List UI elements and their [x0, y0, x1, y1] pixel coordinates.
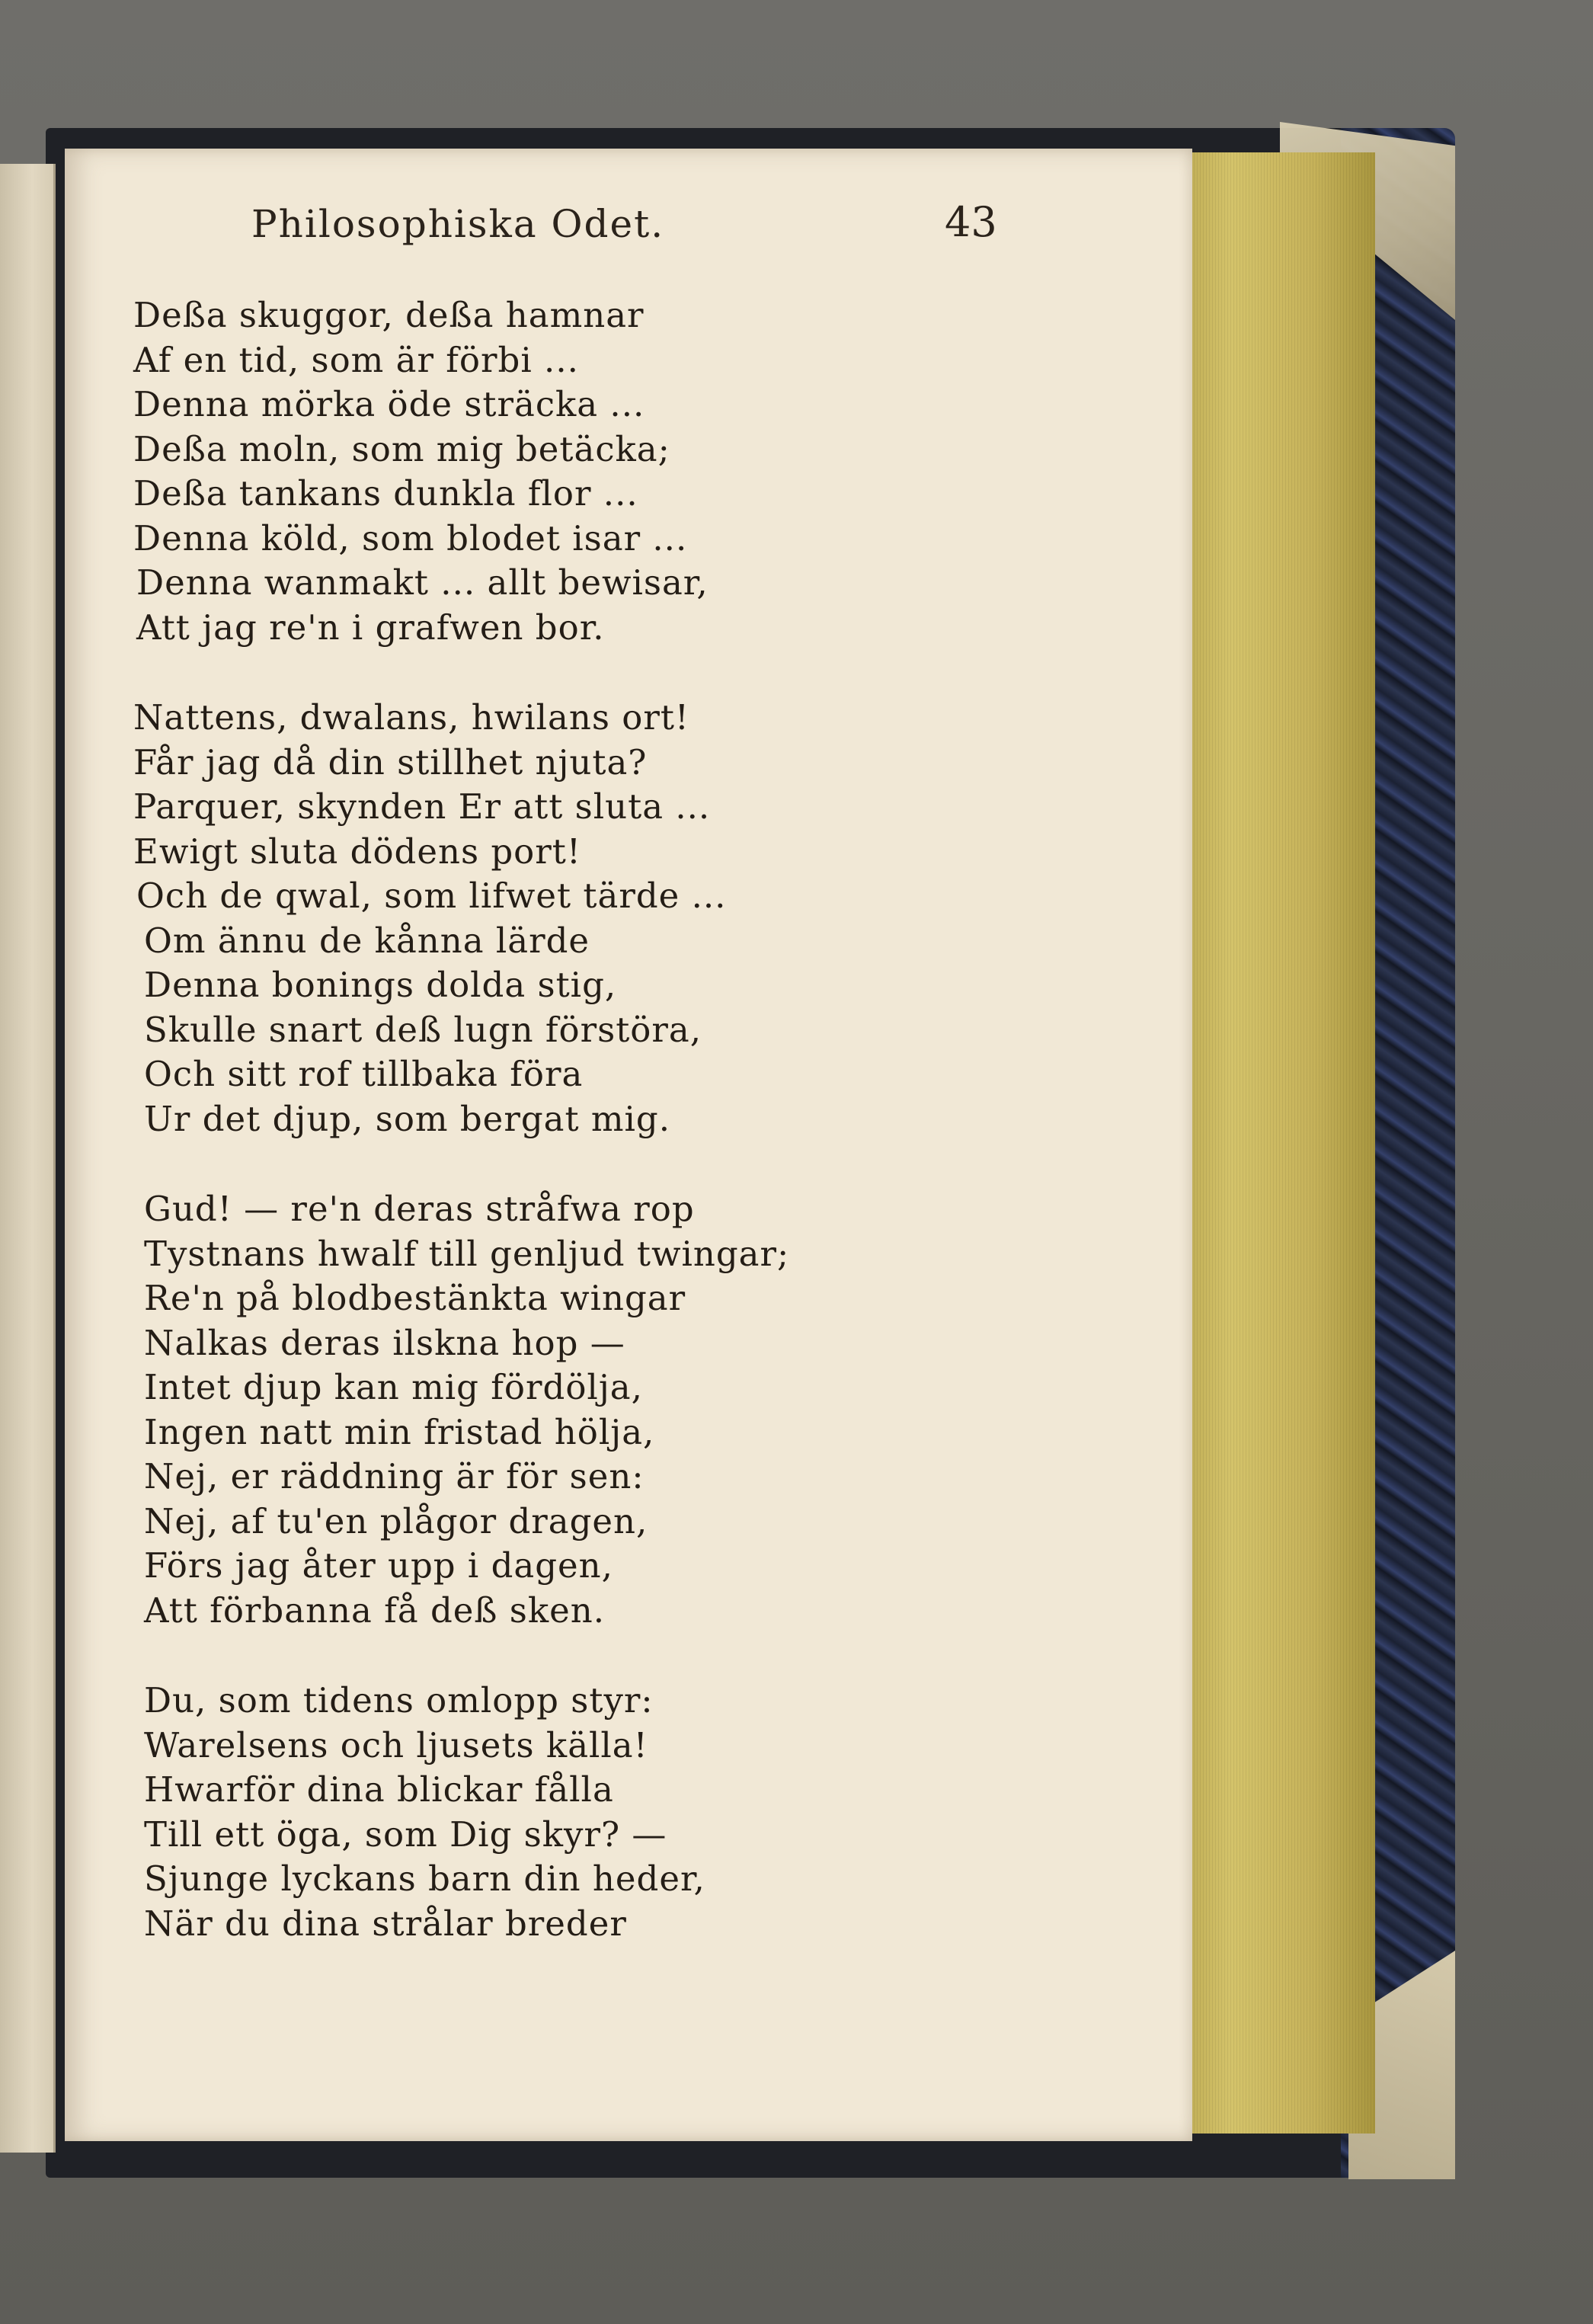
poem-line: Du, som tidens omlopp styr: [144, 1680, 654, 1721]
poem-line: Tystnans hwalf till genljud twingar; [144, 1233, 790, 1274]
poem-line: Skulle snart deß lugn förstöra, [144, 1009, 702, 1050]
stanza-2 [133, 696, 987, 1141]
poem-line: Ur det djup, som bergat mig. [144, 1098, 671, 1139]
poem-line: Nej, af tu'en plågor dragen, [144, 1500, 648, 1541]
poem-line: Sjunge lyckans barn din heder, [144, 1858, 705, 1899]
poem-line: Parquer, skynden Er att sluta ... [133, 786, 711, 827]
poem-line: Gud! — re'n deras stråfwa rop [144, 1189, 695, 1229]
poem-line: Denna bonings dolda stig, [144, 965, 617, 1005]
poem-line: Att förbanna få deß sken. [144, 1589, 606, 1631]
poem-line: Hwarför dina blickar fålla [144, 1769, 614, 1810]
poem-line: Deßa moln, som mig betäcka; [133, 428, 670, 469]
poem-line: Af en tid, som är förbi ... [133, 339, 579, 380]
poem-line: Nattens, dwalans, hwilans ort! [133, 697, 690, 738]
poem-line: Re'n på blodbestänkta wingar [144, 1278, 686, 1318]
poem-line: Denna köld, som blodet isar ... [133, 517, 688, 559]
poem-line: Om ännu de kånna lärde [144, 920, 590, 961]
poem-line: Nalkas deras ilskna hop — [144, 1322, 625, 1363]
stanza-3 [133, 1187, 987, 1633]
poem-line: Intet djup kan mig fördölja, [144, 1367, 643, 1407]
poem-line: Till ett öga, som Dig skyr? — [144, 1813, 667, 1855]
poem-line: Denna wanmakt ... allt bewisar, [136, 562, 709, 603]
poem-line: Deßa skuggor, deßa hamnar [133, 295, 645, 335]
poem-line: Ingen natt min fristad hölja, [144, 1411, 655, 1452]
poem-line: Att jag re'n i grafwen bor. [136, 607, 605, 648]
poem-line: Och de qwal, som lifwet tärde ... [136, 876, 727, 916]
poem-line: Nej, er räddning är för sen: [144, 1456, 645, 1497]
facing-page-edge [0, 164, 56, 2153]
poem-line: Ewigt sluta dödens port! [133, 831, 581, 872]
book-page [65, 149, 1192, 2141]
poem-line: Och sitt rof tillbaka föra [144, 1054, 584, 1094]
page-number: 43 [945, 198, 997, 246]
running-title: Philosophiska Odet. [251, 202, 665, 246]
stanza-1 [133, 293, 987, 650]
poem-line: Förs jag åter upp i dagen, [144, 1545, 613, 1586]
poem-line: Denna mörka öde sträcka ... [133, 384, 645, 424]
poem-line: När du dina strålar breder [144, 1903, 627, 1944]
poem-line: Får jag då din stillhet njuta? [133, 741, 648, 783]
poem-line: Warelsens och ljusets källa! [144, 1724, 648, 1765]
gilt-page-edges [1169, 152, 1375, 2134]
poem-line: Deßa tankans dunkla flor ... [133, 473, 638, 514]
stanza-4 [133, 1679, 987, 1946]
poem-text [133, 293, 987, 1946]
